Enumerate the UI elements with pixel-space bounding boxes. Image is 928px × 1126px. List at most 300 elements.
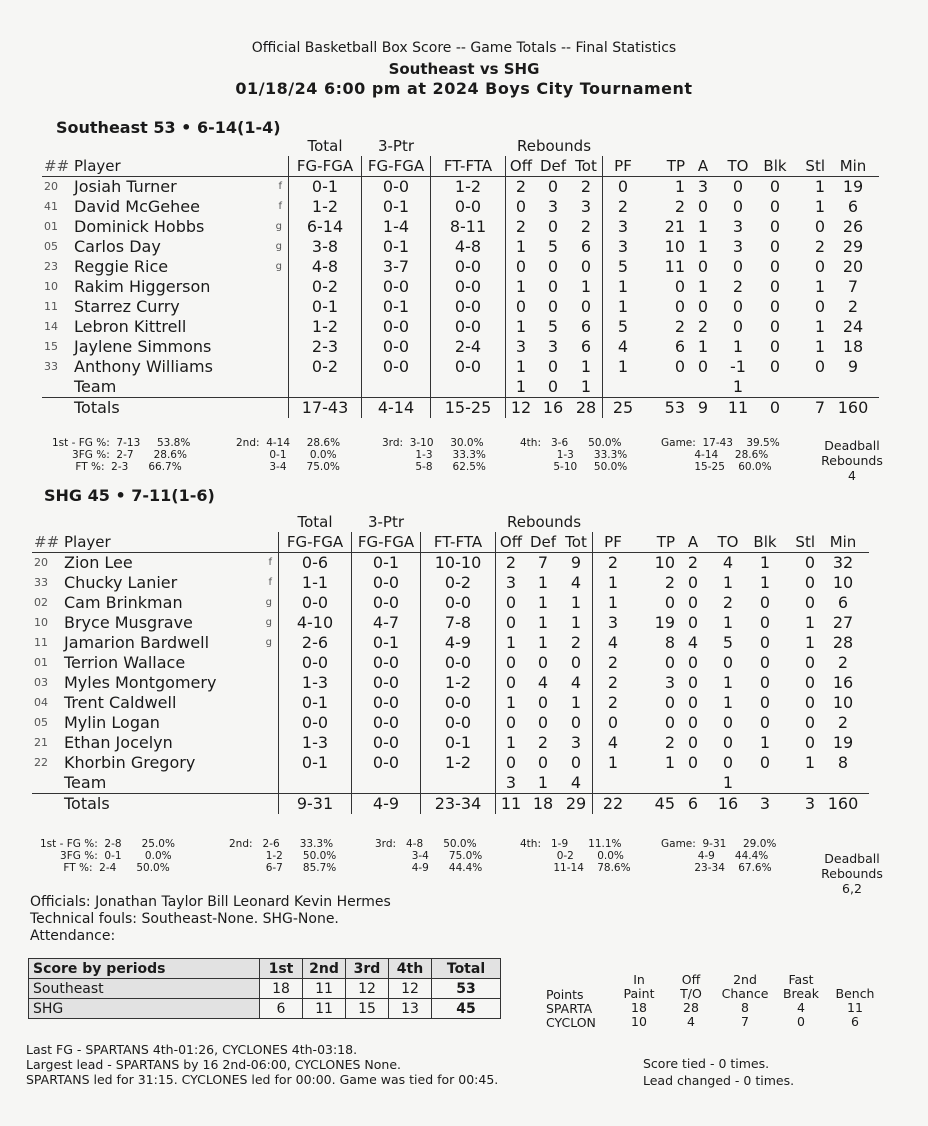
stat-min: 24 bbox=[842, 317, 864, 336]
stat-def: 0 bbox=[547, 217, 559, 236]
stat-fg: 1-3 bbox=[279, 733, 352, 753]
total-stl: 7 bbox=[793, 398, 827, 419]
header-spacer bbox=[62, 512, 256, 532]
stat-a: 4 bbox=[687, 633, 699, 652]
team-stat-tp bbox=[633, 773, 677, 794]
player-number: 04 bbox=[34, 696, 48, 709]
stat-pf: 3 bbox=[603, 237, 644, 257]
total-def: 16 bbox=[536, 398, 570, 419]
stat-tot: 2 bbox=[580, 217, 592, 236]
stat-tp: 3 bbox=[664, 673, 675, 692]
col-number-header: ## bbox=[32, 532, 62, 553]
col-header-blk: Blk bbox=[747, 532, 783, 553]
stat-stl: 0 bbox=[804, 673, 815, 692]
stat-tot: 0 bbox=[580, 257, 592, 276]
period-header: 3rd bbox=[346, 959, 389, 979]
stat-min: 8 bbox=[837, 753, 849, 772]
team-number bbox=[42, 377, 72, 398]
col-header-to: TO bbox=[719, 156, 757, 177]
team-stat-to: 1 bbox=[722, 773, 734, 792]
total-fg: 17-43 bbox=[289, 398, 362, 419]
stat-tp: 0 bbox=[664, 653, 675, 672]
points-cell: 0 bbox=[797, 1014, 805, 1029]
stat-tp: 10 bbox=[654, 553, 675, 572]
team-stat-stl bbox=[783, 773, 817, 794]
col-pos-header bbox=[256, 532, 279, 553]
stat-pf: 1 bbox=[593, 593, 634, 613]
player-position bbox=[256, 753, 279, 773]
stat-to: 0 bbox=[722, 753, 734, 772]
total-ft: 15-25 bbox=[431, 398, 506, 419]
team-header: Southeast 53 • 6-14(1-4) bbox=[56, 118, 281, 137]
col-header-a: A bbox=[677, 532, 709, 553]
stat-blk: 0 bbox=[759, 673, 771, 692]
col-header-stl: Stl bbox=[783, 532, 817, 553]
stat-tot: 4 bbox=[570, 573, 582, 592]
stat-min: 28 bbox=[832, 633, 854, 652]
stat-tp: 0 bbox=[664, 713, 675, 732]
player-number: 10 bbox=[44, 280, 58, 293]
group-header-3ptr: 3-Ptr bbox=[377, 137, 415, 155]
stat-min: 2 bbox=[837, 653, 849, 672]
stat-ft: 7-8 bbox=[421, 613, 496, 633]
team-stat-tot: 1 bbox=[580, 377, 592, 396]
totals-label: Totals bbox=[72, 398, 266, 419]
player-position: f bbox=[268, 577, 272, 588]
stat-a: 2 bbox=[697, 317, 709, 336]
points-label: CYCLON bbox=[546, 1015, 596, 1030]
stat-tp: 1 bbox=[664, 753, 675, 772]
col-header-fg: FG-FGA bbox=[279, 532, 352, 553]
deadball-line: Deadball bbox=[824, 851, 880, 866]
stat-to: 0 bbox=[732, 297, 744, 316]
team-stat-tot: 4 bbox=[570, 773, 582, 792]
team-label: Team bbox=[64, 773, 107, 792]
stat-min: 32 bbox=[832, 553, 854, 572]
player-name: Myles Montgomery bbox=[64, 673, 217, 692]
stat-tp: 10 bbox=[664, 237, 685, 256]
col-header-fg: FG-FGA bbox=[289, 156, 362, 177]
points-cell: Paint bbox=[623, 986, 655, 1001]
stat-off: 0 bbox=[496, 613, 527, 633]
player-row bbox=[42, 257, 879, 277]
player-name: Starrez Curry bbox=[74, 297, 180, 316]
period-score: 12 bbox=[346, 979, 389, 999]
stat-blk: 1 bbox=[759, 573, 771, 592]
team-stat-ft bbox=[421, 773, 496, 794]
player-row bbox=[32, 733, 869, 753]
stat-stl: 1 bbox=[804, 753, 815, 772]
stat-to: 0 bbox=[732, 317, 744, 336]
player-name: Khorbin Gregory bbox=[64, 753, 196, 772]
stat-pf: 1 bbox=[603, 297, 644, 317]
stat-stl: 0 bbox=[804, 713, 815, 732]
col-header-tp3: FG-FGA bbox=[352, 532, 421, 553]
totals-row bbox=[32, 794, 869, 815]
stat-fg: 1-3 bbox=[279, 673, 352, 693]
points-column bbox=[776, 973, 826, 1029]
stat-min: 10 bbox=[832, 573, 854, 592]
player-name: Reggie Rice bbox=[74, 257, 169, 276]
team-stat-ft bbox=[431, 377, 506, 398]
stat-tp: 2 bbox=[674, 317, 685, 336]
team-stat-stl bbox=[793, 377, 827, 398]
officials: Officials: Jonathan Taylor Bill Leonard Kevin Hermes bbox=[30, 894, 391, 910]
stat-tp3: 4-7 bbox=[352, 613, 421, 633]
stat-stl: 0 bbox=[804, 553, 815, 572]
player-number: 20 bbox=[34, 556, 48, 569]
points-cell: 6 bbox=[851, 1014, 859, 1029]
points-cell: 28 bbox=[683, 1000, 699, 1015]
stat-to: 3 bbox=[732, 237, 744, 256]
deadball-rebounds bbox=[812, 851, 892, 896]
stat-def: 5 bbox=[547, 237, 559, 256]
col-header-min: Min bbox=[827, 156, 879, 177]
team-stat-tp3 bbox=[352, 773, 421, 794]
player-number: 02 bbox=[34, 596, 48, 609]
stat-tot: 0 bbox=[570, 713, 582, 732]
stat-tp3: 0-0 bbox=[352, 693, 421, 713]
stat-tp3: 0-1 bbox=[352, 553, 421, 574]
points-cell: 4 bbox=[687, 1014, 695, 1029]
stat-def: 7 bbox=[537, 553, 549, 572]
col-header-blk: Blk bbox=[757, 156, 793, 177]
stat-fg: 4-10 bbox=[279, 613, 352, 633]
stat-tot: 6 bbox=[580, 317, 592, 336]
points-column bbox=[666, 973, 716, 1029]
stat-min: 29 bbox=[842, 237, 864, 256]
stat-tp: 21 bbox=[664, 217, 685, 236]
period-shooting: 1st - FG %: 7-13 53.8% 3FG %: 2-7 28.6% FT %: 2-3 66.7% bbox=[52, 437, 191, 473]
stat-a: 0 bbox=[687, 713, 699, 732]
stat-to: 1 bbox=[722, 613, 734, 632]
period-shooting: 4th: 3-6 50.0% 1-3 33.3% 5-10 50.0% bbox=[520, 437, 628, 473]
total-tp: 45 bbox=[633, 794, 677, 815]
stat-ft: 0-0 bbox=[421, 593, 496, 613]
report-title: Official Basketball Box Score -- Game Totals -- Final Statistics bbox=[251, 40, 677, 56]
stat-pf: 1 bbox=[603, 357, 644, 377]
stat-stl: 0 bbox=[814, 217, 825, 236]
stat-a: 0 bbox=[687, 693, 699, 712]
col-header-ft: FT-FTA bbox=[421, 532, 496, 553]
stat-blk: 0 bbox=[759, 693, 771, 712]
stat-def: 0 bbox=[537, 693, 549, 712]
deadball-line: Rebounds bbox=[821, 866, 883, 881]
points-cell: In bbox=[633, 972, 645, 987]
stat-tot: 6 bbox=[580, 237, 592, 256]
period-shooting: 4th: 1-9 11.1% 0-2 0.0% 11-14 78.6% bbox=[520, 838, 631, 874]
stat-tp3: 0-0 bbox=[352, 733, 421, 753]
player-position: g bbox=[265, 617, 272, 628]
period-score: 13 bbox=[389, 999, 432, 1019]
stat-min: 2 bbox=[847, 297, 859, 316]
stat-pf: 1 bbox=[593, 573, 634, 593]
stat-off: 1 bbox=[496, 693, 527, 713]
stat-ft: 0-1 bbox=[421, 733, 496, 753]
period-shooting: 2nd: 4-14 28.6% 0-1 0.0% 3-4 75.0% bbox=[236, 437, 341, 473]
player-row bbox=[42, 317, 879, 337]
stat-tp: 8 bbox=[664, 633, 675, 652]
col-header-min: Min bbox=[817, 532, 869, 553]
stat-def: 1 bbox=[537, 613, 549, 632]
header-spacer bbox=[747, 512, 783, 532]
stat-a: 0 bbox=[697, 357, 709, 376]
stat-pf: 2 bbox=[603, 197, 644, 217]
stat-to: 1 bbox=[722, 573, 734, 592]
stat-tp: 2 bbox=[664, 573, 675, 592]
group-header-rebounds: Rebounds bbox=[516, 137, 592, 155]
stat-off: 0 bbox=[496, 673, 527, 693]
stat-tp3: 0-0 bbox=[352, 673, 421, 693]
col-header-pf: PF bbox=[603, 156, 644, 177]
header-spacer bbox=[757, 136, 793, 156]
player-position bbox=[256, 673, 279, 693]
player-number: 11 bbox=[34, 636, 48, 649]
player-position: g bbox=[275, 221, 282, 232]
stat-stl: 1 bbox=[804, 633, 815, 652]
stat-min: 9 bbox=[847, 357, 859, 376]
stat-to: 1 bbox=[722, 673, 734, 692]
points-cell: T/O bbox=[680, 986, 702, 1001]
stat-fg: 3-8 bbox=[289, 237, 362, 257]
deadball-line: 6,2 bbox=[842, 881, 862, 896]
group-header-ft bbox=[431, 136, 506, 156]
stat-blk: 0 bbox=[759, 613, 771, 632]
totals-number bbox=[32, 794, 62, 815]
stat-tp3: 0-0 bbox=[362, 177, 431, 198]
total-pf: 25 bbox=[603, 398, 644, 419]
col-header-def: Def bbox=[536, 156, 570, 177]
stat-fg: 0-1 bbox=[279, 693, 352, 713]
stat-off: 0 bbox=[496, 593, 527, 613]
stat-def: 0 bbox=[537, 713, 549, 732]
stat-stl: 0 bbox=[804, 593, 815, 612]
stat-tp3: 3-7 bbox=[362, 257, 431, 277]
team-stat-tp bbox=[643, 377, 687, 398]
stat-ft: 4-8 bbox=[431, 237, 506, 257]
stat-tot: 1 bbox=[570, 613, 582, 632]
stat-pf: 0 bbox=[603, 177, 644, 198]
player-number: 33 bbox=[44, 360, 58, 373]
period-score: 18 bbox=[260, 979, 303, 999]
score-by-periods-table bbox=[28, 958, 501, 1019]
stat-a: 2 bbox=[687, 553, 699, 572]
header-spacer bbox=[677, 512, 709, 532]
stat-off: 0 bbox=[506, 257, 537, 277]
player-position: g bbox=[275, 241, 282, 252]
game-info: 01/18/24 6:00 pm at 2024 Boys City Tournament bbox=[235, 79, 693, 98]
stat-to: 1 bbox=[722, 693, 734, 712]
group-header-ft bbox=[421, 512, 496, 532]
player-position: f bbox=[278, 181, 282, 192]
period-score: 11 bbox=[303, 999, 346, 1019]
player-number: 20 bbox=[44, 180, 58, 193]
group-header-3ptr: 3-Ptr bbox=[367, 513, 405, 531]
stat-a: 0 bbox=[687, 573, 699, 592]
team-stat-pf bbox=[593, 773, 634, 794]
player-position: g bbox=[265, 597, 272, 608]
player-name: Terrion Wallace bbox=[64, 653, 186, 672]
stat-a: 0 bbox=[687, 733, 699, 752]
stat-blk: 0 bbox=[759, 753, 771, 772]
player-position: g bbox=[265, 637, 272, 648]
stat-tp: 11 bbox=[664, 257, 685, 276]
totals-pos bbox=[256, 794, 279, 815]
stat-stl: 1 bbox=[814, 317, 825, 336]
stat-fg: 0-2 bbox=[289, 357, 362, 377]
team-stat-def: 0 bbox=[547, 377, 559, 396]
player-row bbox=[32, 593, 869, 613]
stat-def: 5 bbox=[547, 317, 559, 336]
stat-ft: 2-4 bbox=[431, 337, 506, 357]
stat-def: 0 bbox=[547, 177, 559, 196]
stat-min: 20 bbox=[842, 257, 864, 276]
stat-def: 4 bbox=[537, 673, 549, 692]
header-spacer bbox=[603, 136, 644, 156]
stat-off: 1 bbox=[506, 317, 537, 337]
col-header-ft: FT-FTA bbox=[431, 156, 506, 177]
col-header-def: Def bbox=[526, 532, 560, 553]
team-stat-min bbox=[827, 377, 879, 398]
player-number: 15 bbox=[44, 340, 58, 353]
stat-tp: 0 bbox=[674, 357, 685, 376]
matchup-title: Southeast vs SHG bbox=[388, 60, 540, 78]
stat-pf: 3 bbox=[603, 217, 644, 237]
stat-to: -1 bbox=[730, 357, 746, 376]
total-to: 11 bbox=[719, 398, 757, 419]
footer-line: SPARTANS led for 31:15. CYCLONES led for 00:00. Game was tied for 00:45. bbox=[26, 1072, 499, 1087]
stat-ft: 0-2 bbox=[421, 573, 496, 593]
stat-blk: 0 bbox=[769, 277, 781, 296]
team-stat-fg bbox=[279, 773, 352, 794]
stat-off: 0 bbox=[496, 713, 527, 733]
player-number: 41 bbox=[44, 200, 58, 213]
player-position bbox=[266, 337, 289, 357]
stat-tot: 3 bbox=[580, 197, 592, 216]
stat-to: 0 bbox=[732, 197, 744, 216]
stat-fg: 1-2 bbox=[289, 317, 362, 337]
stat-blk: 0 bbox=[769, 197, 781, 216]
player-row bbox=[32, 633, 869, 653]
team-row bbox=[32, 773, 869, 794]
stat-blk: 0 bbox=[769, 357, 781, 376]
header-spacer bbox=[593, 512, 634, 532]
player-row bbox=[42, 237, 879, 257]
period-header: Total bbox=[432, 959, 501, 979]
stat-pf: 4 bbox=[593, 633, 634, 653]
attendance: Attendance: bbox=[30, 928, 116, 944]
player-name: Chucky Lanier bbox=[64, 573, 178, 592]
stat-fg: 2-3 bbox=[289, 337, 362, 357]
col-header-off: Off bbox=[496, 532, 527, 553]
stat-a: 1 bbox=[697, 337, 709, 356]
stat-tot: 4 bbox=[570, 673, 582, 692]
stat-a: 1 bbox=[697, 217, 709, 236]
points-cell: Bench bbox=[835, 986, 875, 1001]
stat-fg: 0-6 bbox=[279, 553, 352, 574]
team-stat-blk bbox=[757, 377, 793, 398]
player-name: Rakim Higgerson bbox=[74, 277, 211, 296]
player-name: Zion Lee bbox=[64, 553, 133, 572]
total-ft: 23-34 bbox=[421, 794, 496, 815]
stat-ft: 4-9 bbox=[421, 633, 496, 653]
period-shooting: 3rd: 3-10 30.0% 1-3 33.3% 5-8 62.5% bbox=[382, 437, 486, 473]
stat-fg: 0-0 bbox=[279, 593, 352, 613]
score-tied: Score tied - 0 times. bbox=[643, 1056, 770, 1071]
total-fg: 9-31 bbox=[279, 794, 352, 815]
stat-off: 1 bbox=[506, 277, 537, 297]
player-row bbox=[32, 653, 869, 673]
stat-tp3: 0-0 bbox=[352, 653, 421, 673]
points-label: Points bbox=[546, 987, 584, 1002]
stat-tot: 9 bbox=[570, 553, 582, 572]
stat-def: 0 bbox=[547, 357, 559, 376]
player-position bbox=[266, 297, 289, 317]
player-name: Bryce Musgrave bbox=[64, 613, 193, 632]
stat-tp3: 0-0 bbox=[362, 357, 431, 377]
footer-line: Largest lead - SPARTANS by 16 2nd-06:00, CYCLONES None. bbox=[26, 1057, 402, 1072]
team-row bbox=[42, 377, 879, 398]
header-spacer bbox=[687, 136, 719, 156]
stat-pf: 1 bbox=[603, 277, 644, 297]
stat-blk: 0 bbox=[769, 337, 781, 356]
total-tp: 53 bbox=[643, 398, 687, 419]
player-number: 23 bbox=[44, 260, 58, 273]
total-min: 160 bbox=[817, 794, 869, 815]
stat-off: 1 bbox=[496, 733, 527, 753]
team-pos bbox=[266, 377, 289, 398]
stat-min: 10 bbox=[832, 693, 854, 712]
stat-off: 3 bbox=[496, 573, 527, 593]
stat-tot: 1 bbox=[570, 693, 582, 712]
col-pos-header bbox=[266, 156, 289, 177]
stat-to: 0 bbox=[732, 177, 744, 196]
stat-off: 1 bbox=[506, 357, 537, 377]
total-tot: 28 bbox=[570, 398, 603, 419]
stat-tp3: 0-1 bbox=[362, 237, 431, 257]
stat-a: 3 bbox=[697, 177, 709, 196]
team-header: SHG 45 • 7-11(1-6) bbox=[44, 486, 215, 505]
totals-row bbox=[42, 398, 879, 419]
team-stat-off: 1 bbox=[506, 377, 537, 398]
stat-stl: 0 bbox=[814, 257, 825, 276]
stat-def: 0 bbox=[537, 653, 549, 672]
stat-stl: 0 bbox=[804, 733, 815, 752]
player-position bbox=[266, 317, 289, 337]
player-row bbox=[42, 177, 879, 198]
col-header-tp3: FG-FGA bbox=[362, 156, 431, 177]
stat-tp3: 0-0 bbox=[362, 317, 431, 337]
stat-to: 0 bbox=[722, 653, 734, 672]
stat-to: 3 bbox=[732, 217, 744, 236]
box-score-table bbox=[32, 512, 869, 814]
header-spacer bbox=[709, 512, 747, 532]
points-column bbox=[830, 973, 880, 1029]
player-name: Ethan Jocelyn bbox=[64, 733, 173, 752]
stat-stl: 0 bbox=[804, 693, 815, 712]
player-number: 05 bbox=[44, 240, 58, 253]
total-stl: 3 bbox=[783, 794, 817, 815]
stat-tp3: 0-0 bbox=[352, 593, 421, 613]
player-name: Jamarion Bardwell bbox=[64, 633, 210, 652]
stat-stl: 1 bbox=[814, 337, 825, 356]
player-position bbox=[266, 277, 289, 297]
stat-blk: 0 bbox=[759, 633, 771, 652]
player-position: f bbox=[268, 557, 272, 568]
player-name: Mylin Logan bbox=[64, 713, 160, 732]
stat-tp3: 0-0 bbox=[352, 713, 421, 733]
team-stat-tp3 bbox=[362, 377, 431, 398]
